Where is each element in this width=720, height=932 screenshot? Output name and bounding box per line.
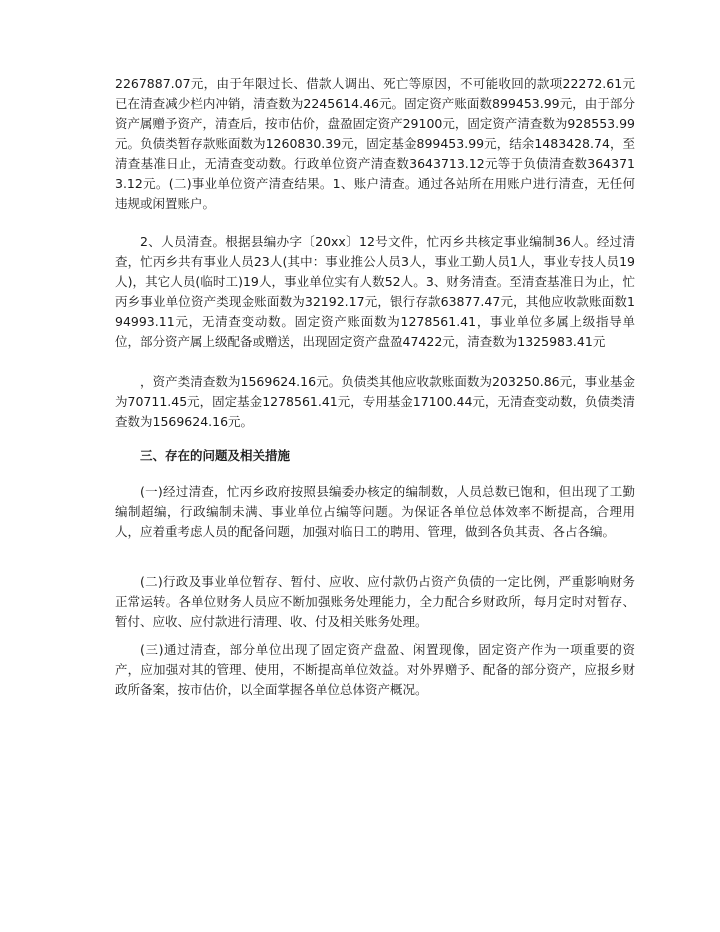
measure-staffing: (一)经过清查，忙丙乡政府按照县编委办核定的编制数，人员总数已饱和，但出现了工勤编制超编，行政编制未满、事业单位占编等问题。为保证各单位总体效率不断提高，合理用人，应着重考虑人员的配备问题，加强对临日工的聘用、管理，做到各负其责、各占各编。: [115, 484, 635, 539]
paragraph-administrative-asset-results: 2267887.07元，由于年限过长、借款人调出、死亡等原因，不可能收回的款项22272.61元已在清查减少栏内冲销，清查数为2245614.46元。固定资产账面数899453.99元，由于部分资产属赠予资产，清查后，按市估价，盘盈固定资产29100元，固定资产清查数为928553.99元。负债类暂存款账面数为1260830.39元，固定基金899453.99元，结余1483428.74，至清查基准日止，无清查变动数。行政单位资产清查数3643713.12元等于负债清查数3643713.12元。(二)事业单位资产清查结果。1、账户清查。通过各站所在用账户进行清查，无任何违规或闲置账户。: [115, 76, 635, 211]
paragraph-liability-check: ，资产类清查数为1569624.16元。负债类其他应收款账面数为203250.86元，事业基金为70711.45元，固定基金1278561.41元，专用基金17100.44元，无清查变动数，负债类清查数为1569624.16元。: [115, 374, 635, 429]
measure-fixed-assets: (三)通过清查，部分单位出现了固定资产盘盈、闲置现像，固定资产作为一项重要的资产，应加强对其的管理、使用，不断提高单位效益。对外界赠予、配备的部分资产，应报乡财政所备案，按市估价，以全面掌握各单位总体资产概况。: [115, 642, 635, 697]
paragraph-personnel-and-finance-check: 2、人员清查。根据县编办字〔20xx〕12号文件，忙丙乡共核定事业编制36人。经过清查，忙丙乡共有事业人员23人(其中：事业推公人员3人，事业工勤人员1人，事业专技人员19人)，其它人员(临时工)19人，事业单位实有人数52人。3、财务清查。至清查基准日为止，忙丙乡事业单位资产类现金账面数为32192.17元，银行存款63877.47元，其他应收款账面数194993.11元，无清查变动数。固定资产账面数为1278561.41，事业单位多属上级指导单位，部分资产属上级配备或赠送，出现固定资产盘盈47422元，清查数为1325983.41元: [115, 234, 635, 349]
measure-receivables: (二)行政及事业单位暂存、暂付、应收、应付款仍占资产负债的一定比例，严重影响财务正常运转。各单位财务人员应不断加强账务处理能力，全力配合乡财政所，每月定时对暂存、暂付、应收、应付款进行清理、收、付及相关账务处理。: [115, 574, 635, 629]
section-heading: 三、存在的问题及相关措施: [140, 448, 291, 463]
